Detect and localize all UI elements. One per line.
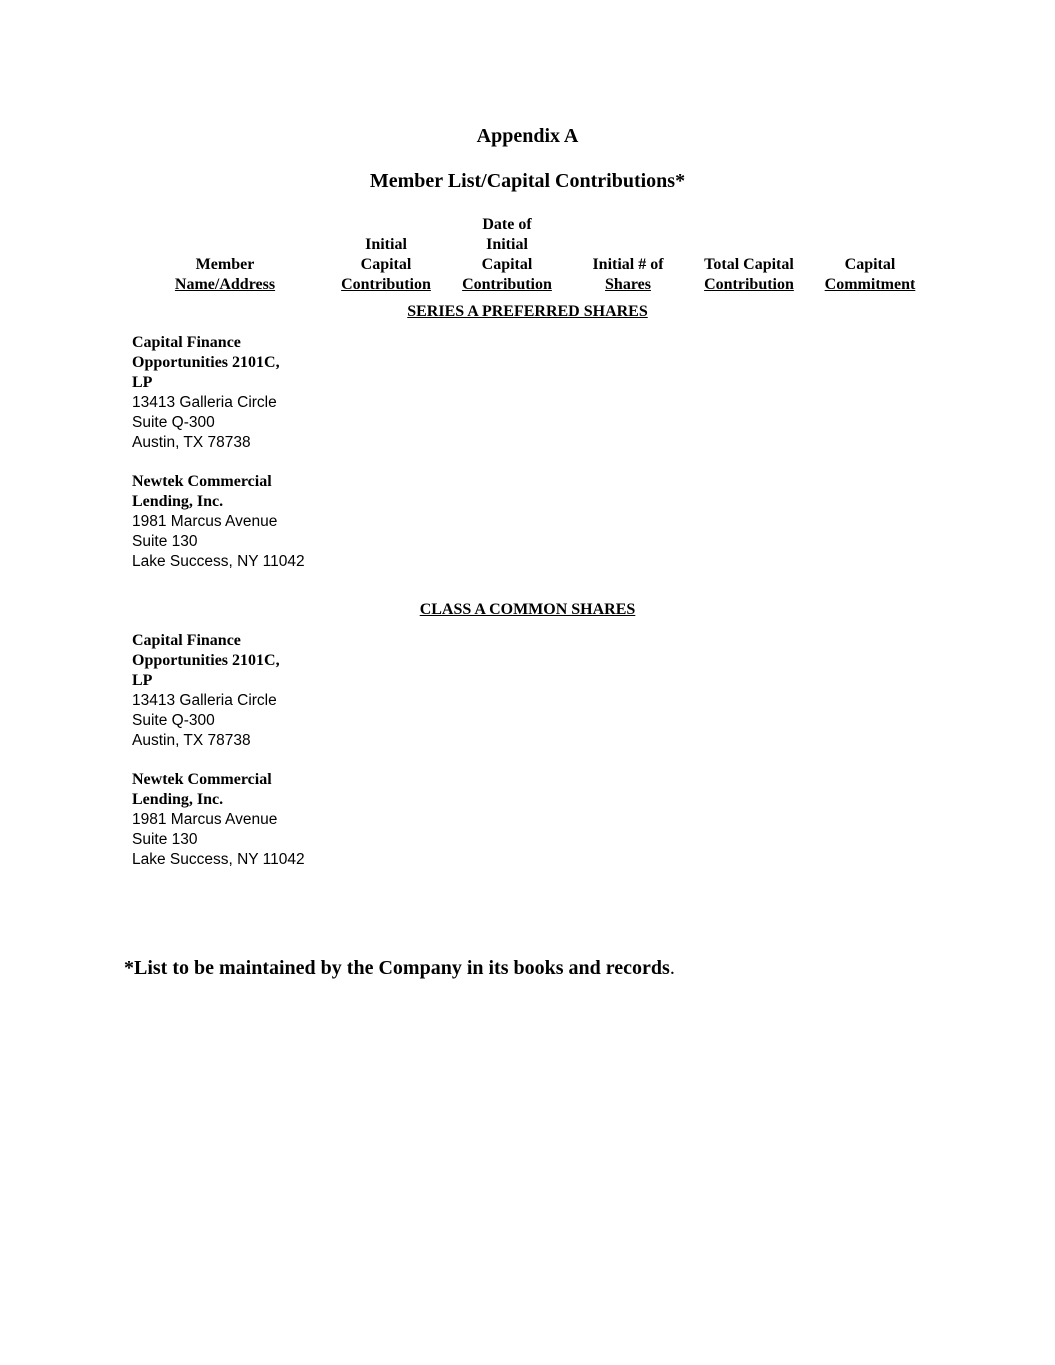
member-address-line: 1981 Marcus Avenue (132, 513, 278, 530)
member-name-line: LP (132, 374, 153, 391)
column-header-underlined: Shares (605, 276, 651, 293)
column-header-date-of-initial-capital-contribution (447, 213, 567, 295)
member-entry (132, 631, 332, 751)
member-entry (132, 770, 332, 870)
column-header-line: Initial # of (592, 256, 664, 273)
member-address-line: Lake Success, NY 11042 (132, 553, 305, 570)
appendix-title: Appendix A (476, 125, 579, 147)
section-heading-class-a-common: CLASS A COMMON SHARES (419, 601, 636, 618)
member-entry (132, 333, 332, 453)
column-header-line: Capital (481, 256, 533, 273)
member-name-line: Capital Finance (132, 632, 241, 649)
column-header-underlined: Commitment (824, 276, 916, 293)
member-name-line: Capital Finance (132, 334, 241, 351)
member-name-line: Newtek Commercial (132, 473, 272, 490)
member-address-line: Suite Q-300 (132, 414, 215, 431)
member-name-line: Lending, Inc. (132, 493, 224, 510)
member-address-line: Suite Q-300 (132, 712, 215, 729)
member-address-line: Austin, TX 78738 (132, 732, 251, 749)
column-header-line: Total Capital (704, 256, 794, 273)
member-name-line: Opportunities 2101C, (132, 652, 280, 669)
member-address-line: Lake Success, NY 11042 (132, 851, 305, 868)
member-address-line: Austin, TX 78738 (132, 434, 251, 451)
column-header-line: Capital (844, 256, 896, 273)
column-header-member-name-address (150, 213, 300, 295)
member-name-line: Lending, Inc. (132, 791, 224, 808)
column-header-underlined: Name/Address (174, 276, 276, 293)
member-entry (132, 472, 332, 572)
member-name-line: Newtek Commercial (132, 771, 272, 788)
member-address-line: 1981 Marcus Avenue (132, 811, 278, 828)
column-header-line: Member (195, 256, 255, 273)
column-header-line: Initial (365, 236, 407, 253)
column-header-line: Date of (482, 216, 532, 233)
footnote-text: *List to be maintained by the Company in its books and records (124, 957, 670, 979)
column-header-initial-capital-contribution (326, 213, 446, 295)
footnote (124, 957, 675, 980)
document-subtitle: Member List/Capital Contributions* (369, 170, 686, 192)
member-name-line: LP (132, 672, 153, 689)
section-heading-series-a-preferred: SERIES A PREFERRED SHARES (407, 303, 648, 320)
footnote-period: . (669, 957, 675, 979)
column-header-line: Initial (486, 236, 528, 253)
column-header-underlined: Contribution (462, 276, 552, 293)
member-address-line: 13413 Galleria Circle (132, 692, 277, 709)
member-address-line: 13413 Galleria Circle (132, 394, 277, 411)
column-header-underlined: Contribution (704, 276, 794, 293)
member-address-line: Suite 130 (132, 831, 198, 848)
column-header-total-capital-contribution (689, 213, 809, 295)
column-header-capital-commitment (810, 213, 930, 295)
member-name-line: Opportunities 2101C, (132, 354, 280, 371)
column-header-line: Capital (360, 256, 412, 273)
member-address-line: Suite 130 (132, 533, 198, 550)
column-header-initial-number-of-shares (568, 213, 688, 295)
column-header-underlined: Contribution (341, 276, 431, 293)
